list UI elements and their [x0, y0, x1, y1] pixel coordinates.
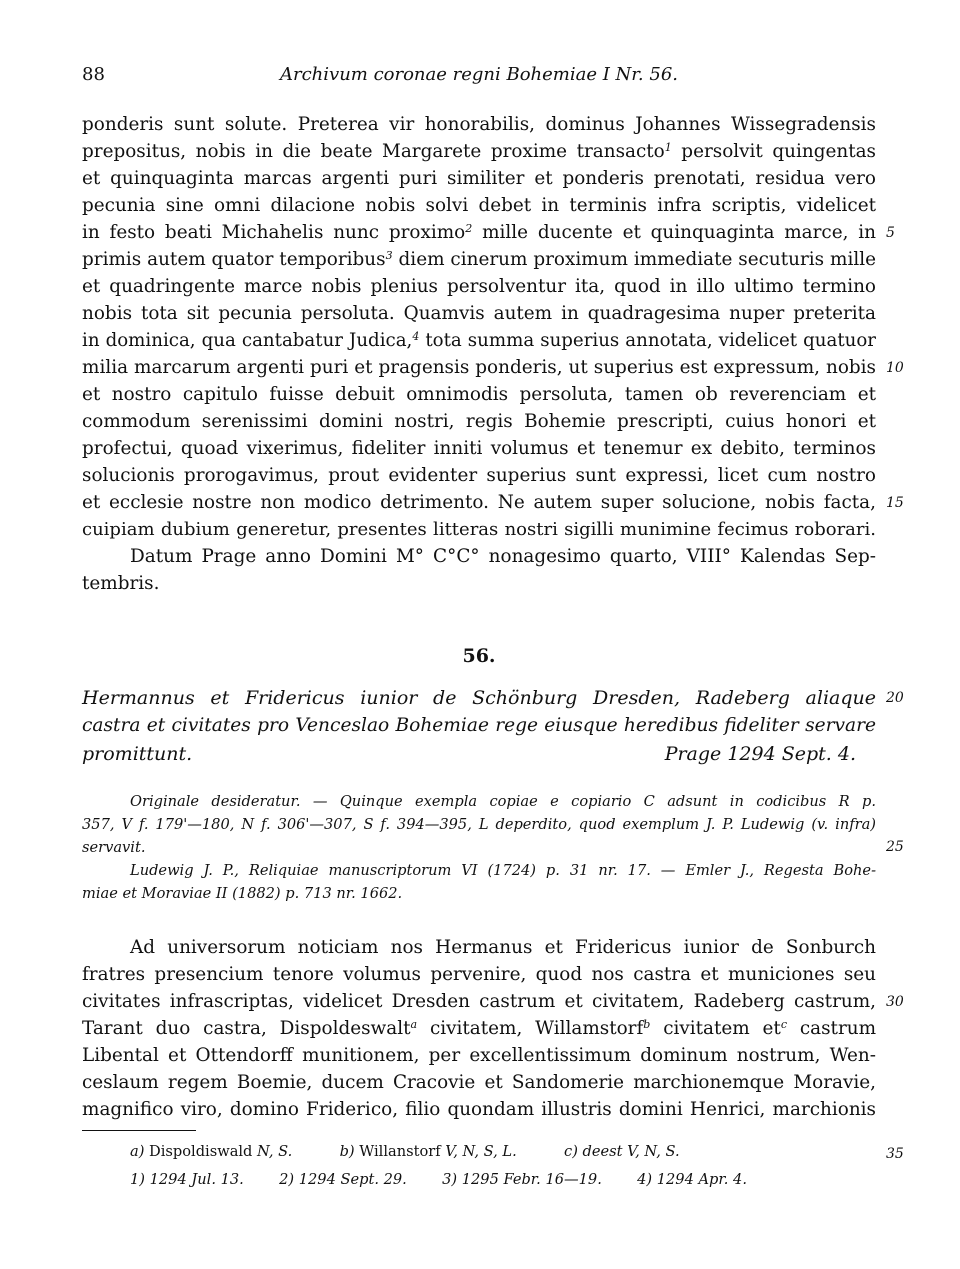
text-line: profectui, quoad vixerimus, fideliter inniti volumus et tenemur ex debito, terminos [82, 438, 876, 459]
regest-line: promittunt. Prage 1294 Sept. 4. [82, 743, 856, 765]
running-title: Archivum coronae regni Bohemiae I Nr. 56. [279, 64, 678, 85]
text-line: in dominica, qua cantabatur Judica,$^4$ tota summa superius annotata, videlicet quatuor [82, 330, 876, 351]
footnote-ref: a [410, 1017, 418, 1031]
text-line: Tarant duo castra, Dispoldeswalt$^a$ civitatem, Willamstorf$^b$ civitatem $et^c$ castrum [82, 1017, 877, 1039]
text-line: Libental et Ottendorff munitionem, per excellentissimum dominum nostrum, Wen- [82, 1045, 876, 1066]
text-line: et nostro capitulo fuisse debuit omnimodis persoluta, tamen ob reverenciam et [82, 384, 876, 405]
text-line: magnifico viro, domino Friderico, filio quondam illustris domini Henrici, marchionis [82, 1099, 876, 1120]
footnote-rule [82, 1130, 196, 1131]
text-line: milia marcarum argenti puri et pragensis ponderis, ut superius est expressum, nobis [82, 357, 876, 378]
running-header [82, 64, 876, 88]
margin-line-number: 15 [886, 495, 904, 511]
document-number: 56. [462, 645, 496, 667]
text-line: prepositus, nobis in die beate Margarete proxime transacto$^1$ persolvit quingentas [82, 140, 876, 162]
text-line: ponderis sunt solute. Preterea vir honorabilis, dominus Johannes Wissegradensis [82, 114, 876, 135]
text-line: et quinquaginta marcas argenti puri similiter et ponderis prenotati, residua vero [82, 168, 876, 189]
page [82, 0, 876, 1269]
footnote-line: 1) 1294 Jul. 13. 2) 1294 Sept. 29. 3) 1295 Febr. 16—19. 4) 1294 Apr. 4. [130, 1171, 747, 1188]
margin-line-number: 5 [886, 225, 895, 241]
footnote-ref: c [780, 1017, 788, 1031]
footnote-ref: 3 [385, 248, 393, 262]
footnote-ref: 4 [412, 330, 420, 343]
text-line: Ad universorum noticiam nos Hermanus et Fridericus iunior de Sonburch [130, 937, 876, 958]
margin-line-number: 20 [886, 690, 904, 706]
text-line: tembris. [82, 573, 160, 594]
text-line: et ecclesie nostre non modico detrimento. Ne autem super solucione, nobis facta, [82, 492, 876, 513]
text-line: cuipiam dubium generetur, presentes litteras nostri sigilli munimine fecimus roborari. [82, 519, 876, 540]
footnote-ref: 2 [465, 221, 473, 235]
text-line: et quadringente marce nobis plenius persolventur ita, quod in illo ultimo termino [82, 276, 876, 297]
text-line: nobis tota sit pecunia persoluta. Quamvis autem in quadragesima nuper preterita [82, 303, 876, 324]
text-line: in festo beati Michahelis nunc proximo$^2$ mille ducente et quinquaginta marce, in [82, 221, 876, 243]
text-line: commodum serenissimi domini nostri, regis Bohemie prescripti, cuius honori et [82, 411, 876, 432]
text-line: civitates infrascriptas, videlicet Dresden castrum et civitatem, Radeberg castrum, [82, 991, 876, 1012]
tradition-line: miae et Moraviae II (1882) p. 713 nr. 1662. [82, 885, 403, 902]
margin-line-number: 35 [886, 1146, 904, 1162]
text-line: pecunia sine omni dilacione nobis solvi debet in terminis infra scriptis, videlicet [82, 195, 876, 216]
margin-line-number: 10 [886, 360, 904, 376]
text-line: ceslaum regem Boemie, ducem Cracovie et Sandomerie marchionemque Moravie, [82, 1072, 876, 1093]
place-date: Prage 1294 Sept. 4. [664, 743, 856, 765]
tradition-line: Originale desideratur. — Quinque exempla copiae e copiario C adsunt in codicibus R p. [130, 793, 876, 810]
regest-line: Hermannus et Fridericus iunior de Schönburg Dresden, Radeberg aliaque [82, 687, 876, 709]
text-line: Datum Prage anno Domini M° C°C° nonagesimo quarto, VIII° Kalendas Sep- [130, 546, 876, 567]
text-line: solucionis prorogavimus, prout evidenter superius sunt expressi, licet cum nostro [82, 465, 876, 486]
footnote-line: a) Dispoldiswald N, S. b) Willanstorf V, N, S, L. c) deest V, N, S. [130, 1143, 680, 1160]
footnote-ref: 1 [664, 140, 672, 154]
margin-line-number: 30 [886, 994, 904, 1010]
page-number: 88 [82, 64, 105, 85]
text-line: fratres presencium tenore volumus pervenire, quod nos castra et municiones seu [82, 964, 876, 985]
footnote-ref: b [643, 1017, 651, 1031]
regest-line: castra et civitates pro Venceslao Bohemiae rege eiusque heredibus fideliter servare [82, 715, 876, 736]
tradition-line: servavit. [82, 839, 146, 856]
tradition-line: Ludewig J. P., Reliquiae manuscriptorum VI (1724) p. 31 nr. 17. — Emler J., Regesta Bohe- [130, 862, 876, 879]
tradition-line: 357, V f. 179'—180, N f. 306'—307, S f. 394—395, L deperdito, quod exemplum J. P. Ludewig (v. infra) [82, 816, 876, 833]
margin-line-number: 25 [886, 839, 904, 855]
text-line: primis autem quator temporibus$^3$ diem cinerum proximum immediate secuturis mille [82, 248, 876, 270]
